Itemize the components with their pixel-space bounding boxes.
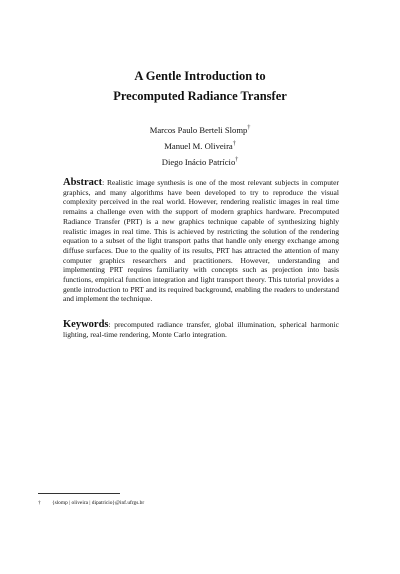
author-name: Manuel M. Oliveira [164, 141, 233, 151]
title-line-2: Precomputed Radiance Transfer [113, 89, 287, 103]
affiliation-mark: † [235, 157, 239, 164]
footnote-mark: † [38, 500, 41, 506]
affiliation-mark: † [247, 125, 251, 132]
author-2 [0, 138, 400, 154]
abstract-section [63, 178, 339, 304]
abstract-text: : Realistic image synthesis is one of the most relevant subjects in computer graphics, and many algorithms have been developed to try to reproduce the visual complexity perceived in the real world. However, rendering realistic images in real time remains a challenge even with the support of modern graphics hardware. Precomputed Radiance Transfer (PRT) is a new graphics technique capable of synthesizing highly realistic images in real time. This is achieved by restricting the solution of the rendering equation to a subset of the light transport paths that handle only energy exchange among diffuse surfaces. Due to the quality of its results, PRT has attracted the attention of many computer graphics researchers and practitioners. However, understanding and implementing PRT requires familiarity with concepts such as projection into basis functions, empirical function integration and light transport theory. This tutorial provides a gentle introduction to PRT and its required background, enabling the readers to understand and implement the technique. [63, 178, 339, 304]
keywords-text: : precomputed radiance transfer, global illumination, spherical harmonic lighting, real-time rendering, Monte Carlo integration. [63, 320, 339, 339]
abstract-heading: Abstract [63, 177, 103, 188]
footnote-divider [38, 493, 120, 494]
author-name: Marcos Paulo Berteli Slomp [149, 125, 248, 135]
footnote [38, 499, 358, 507]
author-1 [0, 122, 400, 138]
author-list [0, 122, 400, 170]
author-name: Diego Inácio Patrício [161, 157, 236, 167]
keywords-heading: Keywords [63, 319, 109, 330]
paper-title [0, 66, 400, 106]
keywords-section [63, 320, 339, 339]
affiliation-mark: † [232, 141, 236, 148]
author-3 [0, 154, 400, 170]
footnote-email: {slomp | oliveira | dipatricio}@inf.ufrgs.br [52, 500, 145, 506]
title-line-1: A Gentle Introduction to [134, 69, 266, 83]
